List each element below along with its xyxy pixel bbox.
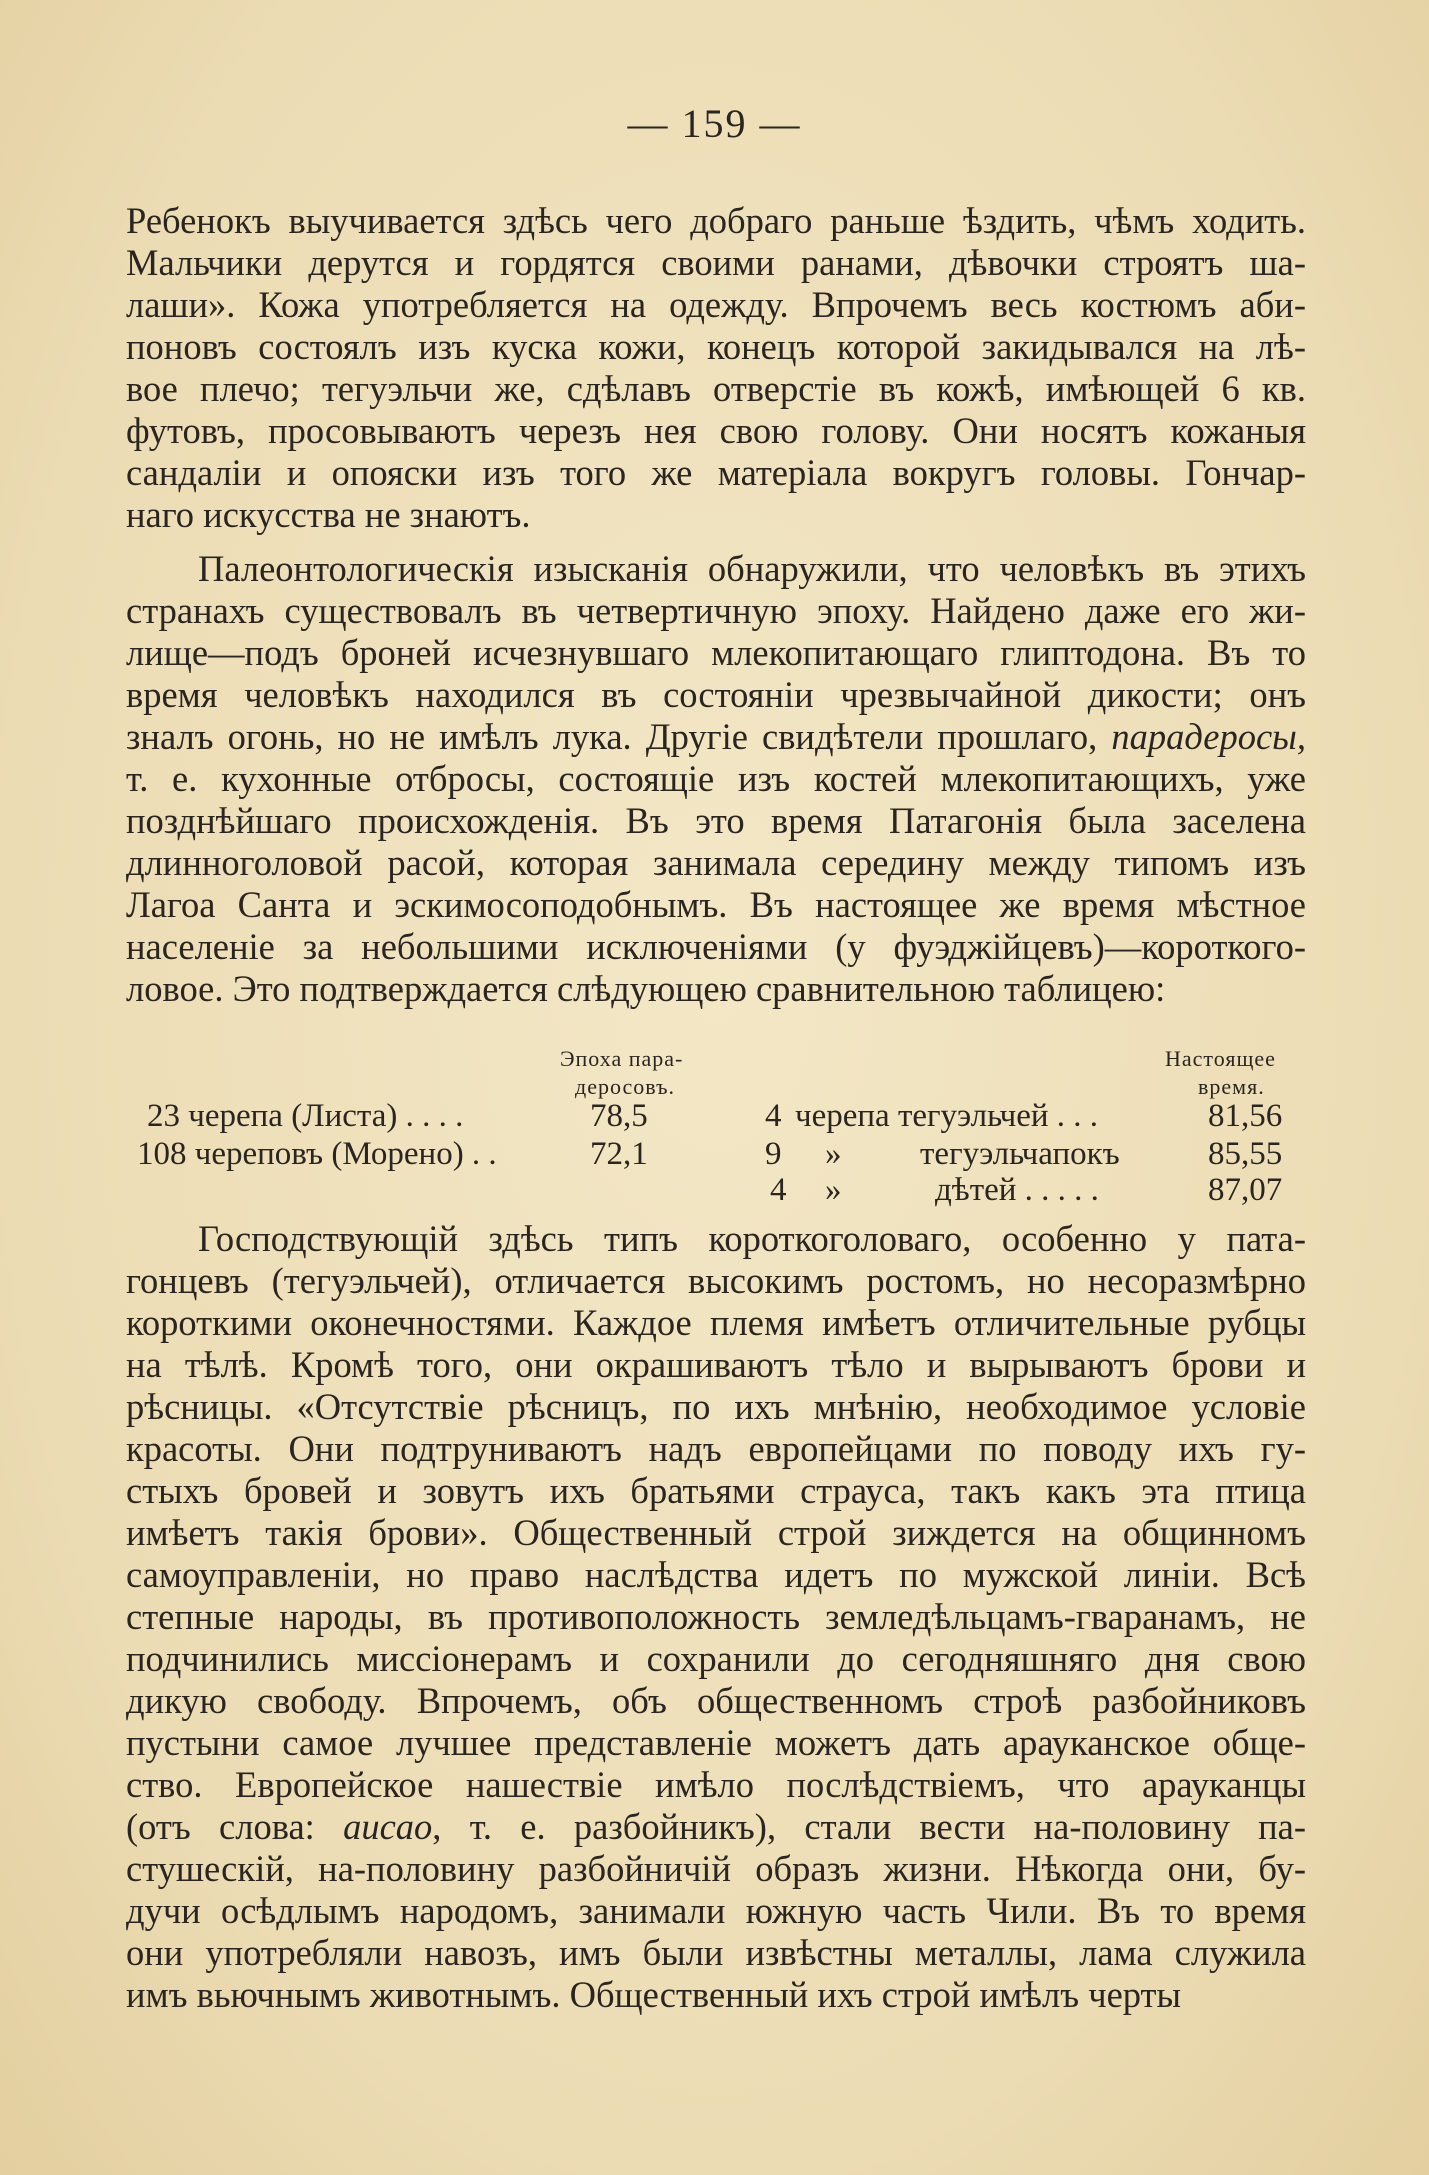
text-line bbox=[126, 548, 1306, 590]
text-line: короткими оконечностями. Каждое племя имѣетъ отличительные рубцы bbox=[126, 1302, 1306, 1343]
text-line: имѣетъ такія брови». Общественный строй зиждется на общинномъ bbox=[126, 1512, 1306, 1553]
text-line: лище—подъ броней исчезнувшаго млекопитающаго глиптодона. Въ то bbox=[126, 632, 1306, 673]
right-row-count: 4 bbox=[770, 1172, 787, 1208]
text-line: подчинились миссіонерамъ и сохранили до сегодняшняго дня свою bbox=[126, 1638, 1306, 1679]
ditto-mark: » bbox=[825, 1136, 842, 1172]
text-line: дикую свободу. Впрочемъ, объ общественномъ строѣ разбойниковъ bbox=[126, 1680, 1306, 1721]
right-row-value: 87,07 bbox=[1208, 1172, 1283, 1208]
right-row-count: 4 bbox=[765, 1098, 782, 1134]
right-row-count: 9 bbox=[765, 1136, 782, 1172]
left-row-value: 78,5 bbox=[590, 1098, 648, 1134]
text-line: дучи осѣдлымъ народомъ, занимали южную часть Чили. Въ то время bbox=[126, 1890, 1306, 1931]
text-line: длинноголовой расой, которая занимала середину между типомъ изъ bbox=[126, 842, 1306, 883]
text-line: Мальчики дерутся и гордятся своими ранами, дѣвочки строятъ ша- bbox=[126, 242, 1306, 283]
text-line: имъ вьючнымъ животнымъ. Общественный ихъ строй имѣлъ черты bbox=[126, 1974, 1182, 2015]
ditto-mark: » bbox=[825, 1172, 842, 1208]
text-line: позднѣйшаго происхожденія. Въ это время Патагонія была заселена bbox=[126, 800, 1306, 841]
paragraph-1 bbox=[126, 200, 1306, 536]
text-line bbox=[126, 1218, 1306, 1260]
text-line bbox=[126, 716, 1306, 758]
right-row-value: 81,56 bbox=[1208, 1098, 1283, 1134]
line-text: (отъ слова: bbox=[126, 1806, 344, 1847]
text-line: гонцевъ (тегуэльчей), отличается высокимъ ростомъ, но несоразмѣрно bbox=[126, 1260, 1306, 1301]
right-row-label: тегуэльчапокъ bbox=[920, 1136, 1120, 1172]
line-text: Палеонтологическія изысканія обнаружили, что человѣкъ въ этихъ bbox=[198, 548, 1306, 589]
col1-header-line1: Эпоха пара- bbox=[560, 1046, 684, 1071]
left-row-label: 23 черепа (Листа) . . . . bbox=[147, 1098, 464, 1134]
col1-header-line2: деросовъ. bbox=[575, 1074, 675, 1099]
text-line: они употребляли навозъ, имъ были извѣстны металлы, лама служила bbox=[126, 1932, 1306, 1973]
text-line: населеніе за небольшими исключеніями (у фуэджійцевъ)—короткого- bbox=[126, 926, 1306, 967]
text-line: сандаліи и опояски изъ того же матеріала вокругъ головы. Гончар- bbox=[126, 452, 1306, 493]
text-line: Лагоа Санта и эскимосоподобнымъ. Въ настоящее же время мѣстное bbox=[126, 884, 1306, 925]
text-line: лаши». Кожа употребляется на одежду. Впрочемъ весь костюмъ аби- bbox=[126, 284, 1306, 325]
paragraph-3 bbox=[126, 1218, 1306, 2016]
text-line bbox=[126, 1806, 1306, 1848]
text-line: наго искусства не знаютъ. bbox=[126, 494, 531, 535]
line-text: Господствующій здѣсь типъ короткоголоваго, особенно у пата- bbox=[198, 1218, 1306, 1259]
emphasis-term: aucao bbox=[343, 1806, 433, 1847]
text-line: красоты. Они подтруниваютъ надъ европейцами по поводу ихъ гу- bbox=[126, 1428, 1306, 1469]
text-line: ство. Европейское нашествіе имѣло послѣдствіемъ, что арауканцы bbox=[126, 1764, 1306, 1805]
right-row-label: дѣтей . . . . . bbox=[935, 1172, 1099, 1208]
page-number: — 159 — bbox=[627, 101, 802, 146]
text-line: время человѣкъ находился въ состояніи чрезвычайной дикости; онъ bbox=[126, 674, 1306, 715]
line-text: , т. е. разбойникъ), стали вести на-половину па- bbox=[432, 1806, 1306, 1847]
text-line: стушескій, на-половину разбойничій образъ жизни. Нѣкогда они, бу- bbox=[126, 1848, 1306, 1889]
text-line: странахъ существовалъ въ четвертичную эпоху. Найдено даже его жи- bbox=[126, 590, 1306, 631]
paragraph-2 bbox=[126, 548, 1306, 1010]
left-row-value: 72,1 bbox=[590, 1136, 648, 1172]
col2-header-line2: время. bbox=[1198, 1074, 1265, 1099]
text-line: ловое. Это подтверждается слѣдующею сравнительною таблицею: bbox=[126, 968, 1166, 1009]
right-row-label: черепа тегуэльчей . . . bbox=[795, 1098, 1099, 1134]
text-line: пустыни самое лучшее представленіе можетъ дать арауканское обще- bbox=[126, 1722, 1306, 1763]
text-line: самоуправленіи, но право наслѣдства идетъ по мужской линіи. Всѣ bbox=[126, 1554, 1306, 1595]
text-line: поновъ состоялъ изъ куска кожи, конецъ которой закидывался на лѣ- bbox=[126, 326, 1306, 367]
text-line: степные народы, въ противоположность земледѣльцамъ-гваранамъ, не bbox=[126, 1596, 1306, 1637]
text-line: футовъ, просовываютъ черезъ нея свою голову. Они носятъ кожаныя bbox=[126, 410, 1306, 451]
line-text: зналъ огонь, но не имѣлъ лука. Другіе свидѣтели прошлаго, bbox=[126, 716, 1112, 757]
text-line: т. е. кухонные отбросы, состоящіе изъ костей млекопитающихъ, уже bbox=[126, 758, 1306, 799]
col2-header-line1: Настоящее bbox=[1165, 1046, 1276, 1071]
text-line: на тѣлѣ. Кромѣ того, они окрашиваютъ тѣло и вырываютъ брови и bbox=[126, 1344, 1306, 1385]
left-row-label: 108 череповъ (Морено) . . bbox=[137, 1136, 497, 1172]
text-line: Ребенокъ выучивается здѣсь чего добраго раньше ѣздить, чѣмъ ходить. bbox=[126, 200, 1306, 241]
emphasis-term: парадеросы, bbox=[1111, 716, 1306, 757]
text-line: рѣсницы. «Отсутствіе рѣсницъ, по ихъ мнѣнію, необходимое условіе bbox=[126, 1386, 1306, 1427]
text-line: вое плечо; тегуэльчи же, сдѣлавъ отверстіе въ кожѣ, имѣющей 6 кв. bbox=[126, 368, 1306, 409]
text-line: стыхъ бровей и зовутъ ихъ братьями страуса, такъ какъ эта птица bbox=[126, 1470, 1306, 1511]
right-row-value: 85,55 bbox=[1208, 1136, 1283, 1172]
